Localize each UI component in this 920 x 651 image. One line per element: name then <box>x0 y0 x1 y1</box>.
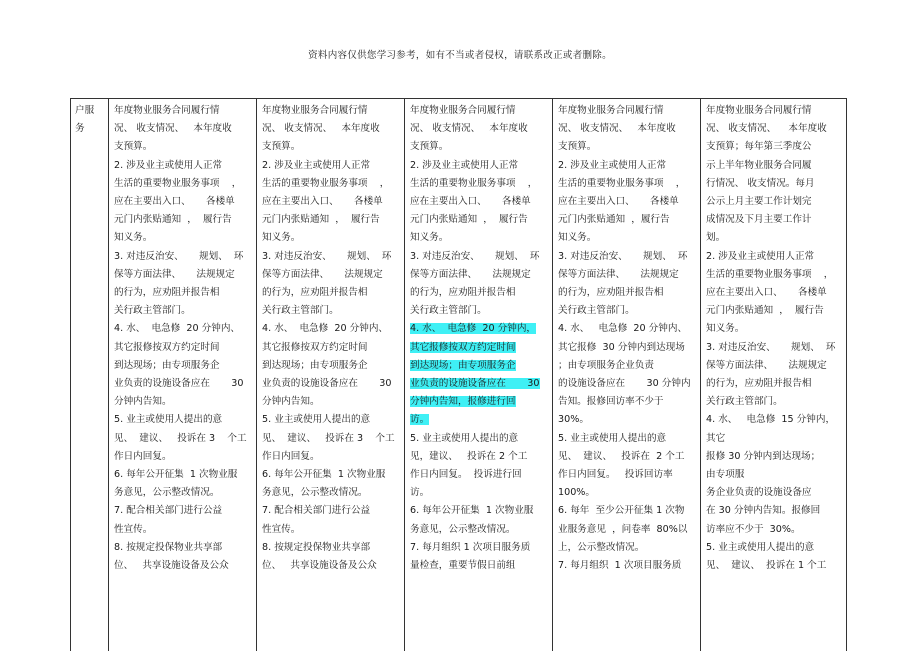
columns.4-line-text: 成情况及下月主要工作计 <box>706 214 812 226</box>
columns.2-line-text: 年度物业服务合同履行情 <box>410 105 516 116</box>
columns.1-line-text: 的行为，应劝阻并报告相 <box>262 287 368 299</box>
columns.1-line-text: 关行政主管部门。 <box>262 305 339 317</box>
columns.3-line-text: 6. 每年 至少公开征集 1 次物 <box>558 505 685 517</box>
columns.0-line-text: 业负责的设施设备应在 30 <box>114 378 244 390</box>
columns.3-line-text: 应在主要出入口、 各楼单 <box>558 196 679 208</box>
columns.2-line-text: 关行政主管部门。 <box>410 305 487 317</box>
columns.0-line <box>114 102 253 120</box>
columns.0-line-text: 知义务。 <box>114 232 153 244</box>
columns.2-line <box>410 393 549 411</box>
columns.4-line-text: 知义务。 <box>706 323 745 335</box>
columns.2-line <box>410 157 549 175</box>
columns.2-line <box>410 411 549 429</box>
header-note: 资料内容仅供您学习参考，如有不当或者侵权，请联系改正或者删除。 <box>308 50 612 61</box>
columns.2-line <box>410 339 549 357</box>
columns.0-line-text: 8. 按规定投保物业共享部 <box>114 541 223 553</box>
columns.0-line-text: 7. 配合相关部门进行公益 <box>114 505 223 517</box>
columns.3-line-text: 其它报修 30 分钟内到达现场 <box>558 341 685 353</box>
columns.0-line-text: 年度物业服务合同履行情 <box>114 105 220 116</box>
columns.2-line-text: 应在主要出入口、 各楼单 <box>410 196 531 208</box>
columns.2-line <box>410 229 549 247</box>
label-line <box>75 102 105 120</box>
level-text-3 <box>405 99 552 575</box>
columns.4-line-text: 公示上月主要工作计划完 <box>706 196 812 208</box>
columns.1-line <box>262 102 401 120</box>
columns.4-line <box>706 539 843 557</box>
level-cell-3 <box>405 99 553 651</box>
columns.4-line <box>706 502 843 520</box>
columns.0-line <box>114 430 253 448</box>
columns.1-line <box>262 557 401 575</box>
columns.1-line <box>262 339 401 357</box>
columns.3-line <box>558 411 697 429</box>
columns.2-line <box>410 211 549 229</box>
columns.0-line <box>114 175 253 193</box>
table-row <box>71 99 847 651</box>
columns.4-line <box>706 339 843 357</box>
columns.3-line-text: 2. 涉及业主或使用人正常 <box>558 159 667 171</box>
columns.4-line-text: 4. 水、 电急修 15 分钟内， <box>706 414 836 426</box>
columns.4-line-text: 况、 收支情况、 本年度收 <box>706 123 827 135</box>
columns.1-line <box>262 138 401 156</box>
columns.3-line <box>558 248 697 266</box>
columns.3-line-text: 30%。 <box>558 414 589 426</box>
columns.3-line <box>558 539 697 557</box>
columns.3-line-text: 作日内回复。 投诉回访率 <box>558 469 673 481</box>
columns.3-line-text: 的设施设备应在 30 分钟内 <box>558 378 691 390</box>
columns.1-line <box>262 120 401 138</box>
columns.1-line-text: 业负责的设施设备应在 30 <box>262 378 392 390</box>
columns.1-line-text: 应在主要出入口、 各楼单 <box>262 196 383 208</box>
category-label-cell <box>71 99 109 651</box>
label-line-text: 户服 <box>75 105 95 116</box>
columns.0-line <box>114 211 253 229</box>
columns.0-line <box>114 229 253 247</box>
columns.0-line <box>114 320 253 338</box>
columns.3-line <box>558 430 697 448</box>
columns.1-line <box>262 175 401 193</box>
columns.3-line-text: 3. 对违反治安、 规划、 环 <box>558 250 688 262</box>
columns.2-line-text: 2. 涉及业主或使用人正常 <box>410 159 519 171</box>
columns.4-line-text: 支预算；每年第三季度公 <box>706 141 812 153</box>
columns.0-line-text: 务意见，公示整改情况。 <box>114 487 220 499</box>
columns.4-line-text: 务企业负责的设施设备应 <box>706 487 812 499</box>
columns.2-line-text: 访。 <box>410 414 430 426</box>
columns.3-line <box>558 375 697 393</box>
columns.2-line-text: 其它报修按双方约定时间 <box>410 341 516 353</box>
columns.2-line <box>410 557 549 575</box>
columns.1-line <box>262 539 401 557</box>
columns.3-line-text: 100%。 <box>558 487 596 499</box>
columns.2-line <box>410 320 549 338</box>
columns.3-line <box>558 448 697 466</box>
columns.1-line-text: 务意见，公示整改情况。 <box>262 487 368 499</box>
columns.2-line-text: 知义务。 <box>410 232 449 244</box>
columns.4-line-text: 5. 业主或使用人提出的意 <box>706 541 815 553</box>
columns.0-line <box>114 448 253 466</box>
columns.4-line <box>706 448 843 466</box>
columns.3-line <box>558 193 697 211</box>
columns.3-line-text: 保等方面法律、 法规规定 <box>558 268 679 280</box>
columns.4-line <box>706 157 843 175</box>
columns.2-line-text: 见，建议、 投诉在 2 个工 <box>410 450 528 462</box>
columns.3-line-text: 年度物业服务合同履行情 <box>558 105 664 116</box>
columns.1-line <box>262 393 401 411</box>
columns.0-line <box>114 466 253 484</box>
columns.4-line-text: 报修 30 分钟内到达现场； <box>706 450 821 462</box>
columns.3-line-text: 元门内张贴通知 ，履行告 <box>558 214 670 226</box>
columns.2-line-text: 支预算。 <box>410 141 449 153</box>
columns.4-line <box>706 466 843 484</box>
columns.3-line-text: 上，公示整改情况。 <box>558 541 645 553</box>
columns.1-line-text: 元门内张贴通知 ， 履行告 <box>262 214 380 226</box>
columns.4-line-text: 元门内张贴通知 ， 履行告 <box>706 305 824 317</box>
columns.0-line-text: 2. 涉及业主或使用人正常 <box>114 159 223 171</box>
columns.0-line-text: 元门内张贴通知 ， 履行告 <box>114 214 232 226</box>
columns.3-line-text: 的行为，应劝阻并报告相 <box>558 287 664 299</box>
columns.0-line-text: 应在主要出入口、 各楼单 <box>114 196 235 208</box>
columns.4-line <box>706 357 843 375</box>
columns.0-line-text: 保等方面法律、 法规规定 <box>114 268 235 280</box>
columns.3-line-text: 支预算。 <box>558 141 597 153</box>
columns.4-line <box>706 175 843 193</box>
columns.2-line-text: 元门内张贴通知 ， 履行告 <box>410 214 528 226</box>
columns.3-line <box>558 266 697 284</box>
columns.0-line <box>114 484 253 502</box>
columns.1-line <box>262 466 401 484</box>
columns.3-line <box>558 175 697 193</box>
columns.0-line <box>114 539 253 557</box>
columns.4-line <box>706 193 843 211</box>
columns.1-line-text: 7. 配合相关部门进行公益 <box>262 505 371 517</box>
columns.0-line <box>114 157 253 175</box>
columns.0-line <box>114 120 253 138</box>
columns.2-line-text: 作日内回复。 投诉进行回 <box>410 469 522 481</box>
columns.0-line <box>114 284 253 302</box>
columns.2-line <box>410 484 549 502</box>
columns.3-line-text: 7. 每月组织 1 次项目服务质 <box>558 560 682 572</box>
columns.1-line-text: 分钟内告知。 <box>262 396 320 408</box>
columns.1-line-text: 生活的重要物业服务事项 ， <box>262 177 390 189</box>
columns.1-line-text: 位、 共享设施设备及公众 <box>262 560 377 572</box>
level-cell-1 <box>109 99 257 651</box>
columns.4-line <box>706 484 843 502</box>
level-text-1 <box>109 99 256 575</box>
columns.2-line-text: 访。 <box>410 487 430 499</box>
columns.3-line-text: ；由专项服务企业负责 <box>558 359 654 371</box>
service-standard-table <box>70 98 847 651</box>
columns.4-line-text: 见、 建议、 投诉在 1 个工 <box>706 560 827 572</box>
columns.2-line-text: 况、 收支情况、 本年度收 <box>410 123 528 135</box>
columns.3-line <box>558 157 697 175</box>
level-text-5 <box>701 99 846 575</box>
columns.3-line-text: 关行政主管部门。 <box>558 305 635 317</box>
columns.1-line <box>262 320 401 338</box>
columns.1-line <box>262 375 401 393</box>
columns.0-line-text: 性宣传。 <box>114 523 153 535</box>
columns.1-line-text: 2. 涉及业主或使用人正常 <box>262 159 371 171</box>
columns.1-line <box>262 502 401 520</box>
columns.2-line-text: 的行为，应劝阻并报告相 <box>410 287 516 299</box>
level-cell-5 <box>701 99 847 651</box>
columns.2-line <box>410 375 549 393</box>
columns.2-line <box>410 539 549 557</box>
columns.3-line-text: 4. 水、 电急修 20 分钟内、 <box>558 323 688 335</box>
columns.0-line <box>114 411 253 429</box>
columns.2-line-text: 业负责的设施设备应在 30 <box>410 378 540 390</box>
columns.3-line <box>558 284 697 302</box>
columns.4-line <box>706 211 843 229</box>
columns.1-line-text: 支预算。 <box>262 141 301 153</box>
columns.4-line <box>706 411 843 429</box>
columns.3-line-text: 见、 建议、 投诉在 2 个工 <box>558 450 685 462</box>
columns.3-line <box>558 302 697 320</box>
columns.2-line-text: 6. 每年公开征集 1 次物业服 <box>410 505 534 517</box>
columns.1-line <box>262 193 401 211</box>
columns.0-line-text: 其它报修按双方约定时间 <box>114 341 220 353</box>
columns.4-line-text: 在 30 分钟内告知。报修回 <box>706 505 821 517</box>
columns.4-line-text: 示上半年物业服务合同履 <box>706 159 812 171</box>
columns.3-line <box>558 502 697 520</box>
level-cell-2 <box>257 99 405 651</box>
columns.4-line <box>706 284 843 302</box>
columns.2-line-text: 生活的重要物业服务事项 ， <box>410 177 538 189</box>
columns.4-line-text: 划。 <box>706 232 726 244</box>
columns.2-line <box>410 302 549 320</box>
columns.1-line-text: 保等方面法律、 法规规定 <box>262 268 383 280</box>
columns.4-line-text: 访率应不少于 30%。 <box>706 523 801 535</box>
columns.3-line <box>558 229 697 247</box>
columns.4-line <box>706 102 843 120</box>
columns.0-line <box>114 248 253 266</box>
columns.1-line-text: 4. 水、 电急修 20 分钟内、 <box>262 323 389 335</box>
columns.0-line <box>114 302 253 320</box>
columns.0-line <box>114 393 253 411</box>
columns.4-line <box>706 248 843 266</box>
columns.0-line <box>114 339 253 357</box>
columns.1-line-text: 3. 对违反治安、 规划、 环 <box>262 250 392 262</box>
columns.1-line-text: 知义务。 <box>262 232 301 244</box>
columns.1-line <box>262 411 401 429</box>
columns.2-line <box>410 102 549 120</box>
columns.3-line <box>558 138 697 156</box>
columns.0-line-text: 6. 每年公开征集 1 次物业服 <box>114 469 238 481</box>
level-text-2 <box>257 99 404 575</box>
columns.1-line-text: 见、 建议、 投诉在 3 个工 <box>262 432 395 444</box>
columns.0-line-text: 作日内回复。 <box>114 450 172 462</box>
columns.2-line-text: 7. 每月组织 1 次项目服务质 <box>410 541 531 553</box>
columns.2-line-text: 分钟内告知，报修进行回 <box>410 396 516 408</box>
columns.4-line-text: 行情况、 收支情况。每月 <box>706 177 815 189</box>
columns.0-line-text: 3. 对违反治安、 规划、 环 <box>114 250 244 262</box>
columns.4-line-text: 生活的重要物业服务事项 ， <box>706 268 834 280</box>
columns.1-line-text: 6. 每年公开征集 1 次物业服 <box>262 469 386 481</box>
columns.0-line-text: 见、 建议、 投诉在 3 个工 <box>114 432 247 444</box>
columns.4-line <box>706 375 843 393</box>
columns.2-line-text: 到达现场；由专项服务企 <box>410 359 516 371</box>
columns.3-line-text: 生活的重要物业服务事项 ， <box>558 177 686 189</box>
columns.4-line <box>706 302 843 320</box>
columns.3-line <box>558 102 697 120</box>
columns.4-line <box>706 120 843 138</box>
columns.4-line-text: 应在主要出入口、 各楼单 <box>706 287 827 299</box>
columns.1-line-text: 到达现场；由专项服务企 <box>262 359 368 371</box>
level-cell-4 <box>553 99 701 651</box>
columns.3-line <box>558 466 697 484</box>
columns.2-line <box>410 193 549 211</box>
columns.2-line <box>410 138 549 156</box>
columns.2-line <box>410 502 549 520</box>
columns.1-line-text: 性宣传。 <box>262 523 301 535</box>
columns.3-line <box>558 120 697 138</box>
columns.4-line-text: 年度物业服务合同履行情 <box>706 105 812 116</box>
columns.1-line-text: 5. 业主或使用人提出的意 <box>262 414 371 426</box>
level-text-4 <box>553 99 700 575</box>
category-label <box>71 99 108 138</box>
columns.0-line-text: 5. 业主或使用人提出的意 <box>114 414 223 426</box>
columns.2-line <box>410 266 549 284</box>
columns.4-line-text: 保等方面法律、 法规规定 <box>706 359 827 371</box>
label-line-text: 务 <box>75 123 85 135</box>
columns.1-line-text: 8. 按规定投保物业共享部 <box>262 541 371 553</box>
columns.3-line <box>558 320 697 338</box>
columns.0-line-text: 关行政主管部门。 <box>114 305 191 317</box>
columns.2-line-text: 5. 业主或使用人提出的意 <box>410 432 519 444</box>
columns.0-line-text: 4. 水、 电急修 20 分钟内、 <box>114 323 241 335</box>
columns.1-line <box>262 521 401 539</box>
columns.1-line <box>262 357 401 375</box>
columns.1-line <box>262 284 401 302</box>
columns.4-line-text: 关行政主管部门。 <box>706 396 783 408</box>
columns.3-line-text: 知义务。 <box>558 232 597 244</box>
columns.0-line <box>114 375 253 393</box>
columns.0-line <box>114 521 253 539</box>
columns.4-line-text: 的行为，应劝阻并报告相 <box>706 378 812 390</box>
columns.4-line <box>706 266 843 284</box>
columns.2-line-text: 4. 水、 电急修 20 分钟内， <box>410 323 537 335</box>
columns.1-line <box>262 157 401 175</box>
columns.1-line <box>262 448 401 466</box>
columns.3-line-text: 5. 业主或使用人提出的意 <box>558 432 667 444</box>
columns.4-line <box>706 521 843 539</box>
columns.2-line-text: 保等方面法律、 法规规定 <box>410 268 531 280</box>
columns.2-line-text: 务意见，公示整改情况。 <box>410 523 516 535</box>
columns.2-line <box>410 430 549 448</box>
columns.2-line <box>410 175 549 193</box>
columns.0-line-text: 到达现场；由专项服务企 <box>114 359 220 371</box>
columns.4-line <box>706 138 843 156</box>
columns.4-line-text: 由专项服 <box>706 469 745 481</box>
columns.0-line-text: 况、 收支情况、 本年度收 <box>114 123 232 135</box>
columns.0-line-text: 支预算。 <box>114 141 153 153</box>
columns.0-line <box>114 357 253 375</box>
columns.0-line-text: 位、 共享设施设备及公众 <box>114 560 229 572</box>
columns.2-line <box>410 448 549 466</box>
columns.3-line-text: 业服务意见 ，问卷率 80%以 <box>558 523 688 535</box>
label-line <box>75 120 105 138</box>
columns.4-line <box>706 320 843 338</box>
columns.0-line-text: 的行为，应劝阻并报告相 <box>114 287 220 299</box>
columns.2-line <box>410 120 549 138</box>
columns.3-line <box>558 339 697 357</box>
columns.2-line <box>410 248 549 266</box>
columns.2-line <box>410 357 549 375</box>
columns.3-line <box>558 393 697 411</box>
columns.4-line <box>706 229 843 247</box>
columns.4-line <box>706 557 843 575</box>
columns.2-line-text: 量检查，重要节假日前组 <box>410 560 516 572</box>
columns.1-line-text: 其它报修按双方约定时间 <box>262 341 368 353</box>
columns.3-line <box>558 357 697 375</box>
columns.3-line <box>558 211 697 229</box>
columns.1-line <box>262 229 401 247</box>
columns.1-line-text: 作日内回复。 <box>262 450 320 462</box>
columns.1-line <box>262 484 401 502</box>
columns.0-line-text: 生活的重要物业服务事项 ， <box>114 177 242 189</box>
columns.3-line-text: 告知。报修回访率不少于 <box>558 396 664 408</box>
columns.2-line <box>410 466 549 484</box>
columns.4-line-text: 其它 <box>706 432 726 444</box>
columns.1-line-text: 况、 收支情况、 本年度收 <box>262 123 380 135</box>
columns.4-line <box>706 393 843 411</box>
columns.1-line <box>262 248 401 266</box>
columns.2-line <box>410 284 549 302</box>
columns.4-line <box>706 430 843 448</box>
columns.0-line <box>114 138 253 156</box>
columns.0-line <box>114 502 253 520</box>
columns.1-line <box>262 302 401 320</box>
columns.0-line <box>114 557 253 575</box>
columns.1-line <box>262 211 401 229</box>
columns.0-line-text: 分钟内告知。 <box>114 396 172 408</box>
columns.1-line <box>262 266 401 284</box>
columns.2-line <box>410 521 549 539</box>
columns.4-line-text: 2. 涉及业主或使用人正常 <box>706 250 815 262</box>
columns.0-line <box>114 266 253 284</box>
columns.3-line <box>558 484 697 502</box>
columns.3-line-text: 况、 收支情况、 本年度收 <box>558 123 676 135</box>
columns.4-line-text: 3. 对违反治安、 规划、 环 <box>706 341 836 353</box>
columns.2-line-text: 3. 对违反治安、 规划、 环 <box>410 250 540 262</box>
columns.3-line <box>558 521 697 539</box>
columns.1-line-text: 年度物业服务合同履行情 <box>262 105 368 116</box>
columns.0-line <box>114 193 253 211</box>
columns.1-line <box>262 430 401 448</box>
columns.3-line <box>558 557 697 575</box>
